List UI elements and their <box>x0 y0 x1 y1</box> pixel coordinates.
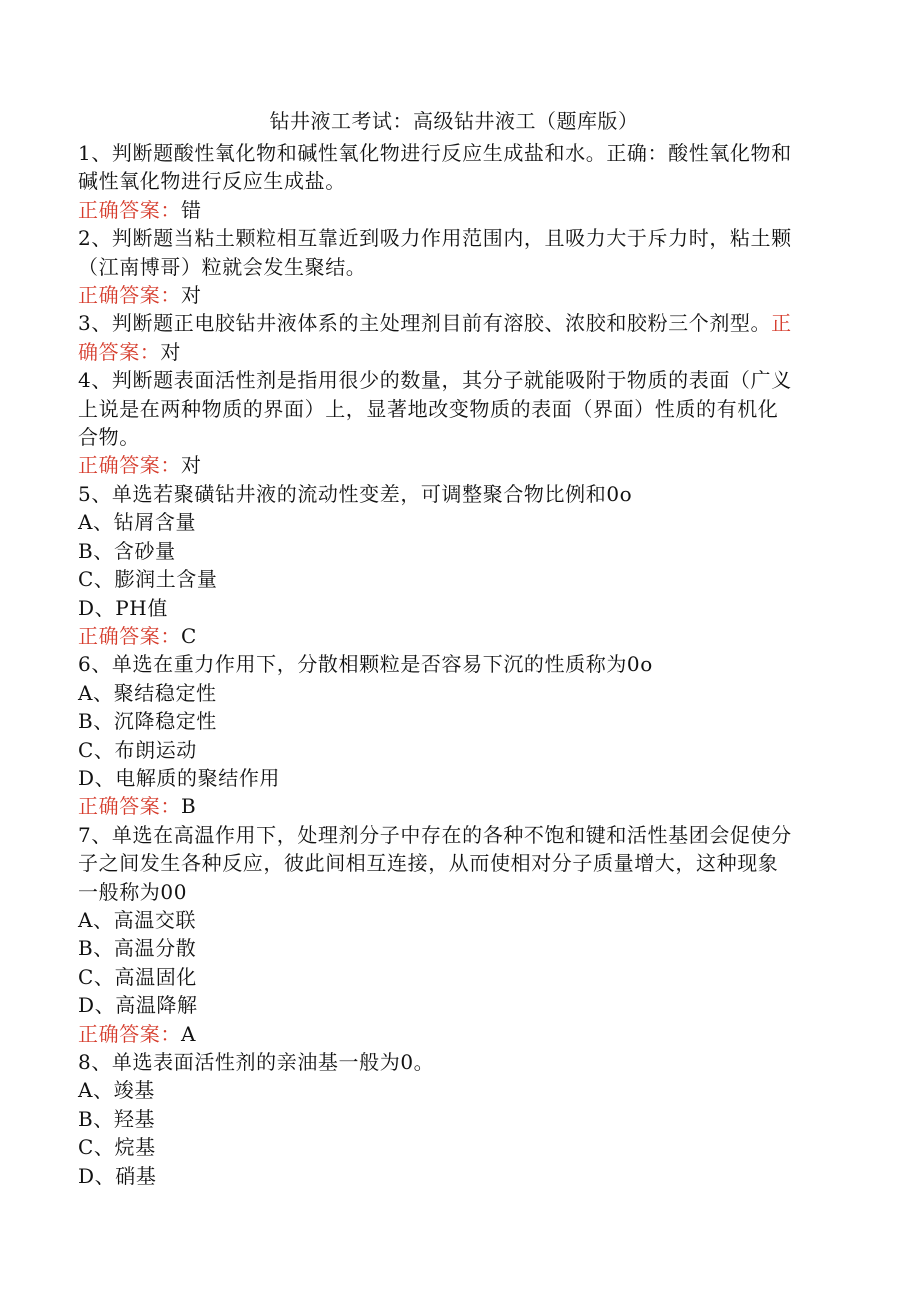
question-1 <box>78 139 830 224</box>
question-text: 8、单选表面活性剂的亲油基一般为0。 <box>78 1050 435 1074</box>
answer-line <box>78 196 830 224</box>
option-a: A、钻屑含量 <box>78 510 197 535</box>
answer-value: 错 <box>181 197 202 222</box>
option-c: C、烷基 <box>78 1135 156 1160</box>
answer-line <box>78 792 830 820</box>
answer-value: A <box>181 1021 197 1046</box>
answer-label-part: 确答案： <box>78 339 161 364</box>
answer-value: C <box>181 623 197 648</box>
option-b: B、羟基 <box>78 1106 156 1131</box>
answer-label: 正确答案： <box>78 1021 181 1046</box>
option-c: C、布朗运动 <box>78 737 197 762</box>
question-text <box>78 309 830 337</box>
option-b: B、含砂量 <box>78 538 176 563</box>
answer-value: B <box>181 794 197 819</box>
answer-label: 正确答案： <box>78 794 181 819</box>
question-text: 一般称为00 <box>78 879 188 904</box>
answer-label: 正确答案： <box>78 623 181 648</box>
question-text: 7、单选在高温作用下，处理剂分子中存在的各种不饱和键和活性基团会促使分 <box>78 822 792 847</box>
question-text: 合物。 <box>78 425 140 450</box>
question-text: 碱性氧化物进行反应生成盐。 <box>78 169 346 194</box>
answer-line <box>78 338 830 366</box>
question-text: 5、单选若聚磺钻井液的流动性变差，可调整聚合物比例和0o <box>78 481 633 506</box>
document-page <box>78 103 830 1190</box>
answer-label: 正确答案： <box>78 283 181 308</box>
answer-label: 正确答案： <box>78 197 181 222</box>
question-8 <box>78 1048 830 1190</box>
document-title: 钻井液工考试：高级钻井液工（题库版） <box>269 109 639 133</box>
option-c: C、膨润土含量 <box>78 567 218 592</box>
option-a: A、聚结稳定性 <box>78 680 217 705</box>
answer-value: 对 <box>181 283 202 308</box>
question-text: 6、单选在重力作用下，分散相颗粒是否容易下沉的性质称为0o <box>78 652 653 677</box>
option-b: B、沉降稳定性 <box>78 709 217 734</box>
answer-value: 对 <box>160 339 182 364</box>
question-text: 4、判断题表面活性剂是指用很少的数量，其分子就能吸附于物质的表面（广义 <box>78 368 792 393</box>
option-c: C、高温固化 <box>78 964 197 989</box>
question-text: 1、判断题酸性氧化物和碱性氧化物进行反应生成盐和水。正确：酸性氧化物和 <box>78 141 792 165</box>
option-a: A、竣基 <box>78 1078 155 1103</box>
question-7 <box>78 821 830 1048</box>
answer-line <box>78 451 830 479</box>
question-text: 子之间发生各种反应，彼此间相互连接，从而使相对分子质量增大，这种现象 <box>78 851 779 876</box>
option-b: B、高温分散 <box>78 936 197 961</box>
answer-label-part: 正 <box>771 311 792 336</box>
option-d: D、硝基 <box>78 1163 157 1188</box>
question-2 <box>78 224 830 309</box>
question-text: 上说是在两种物质的界面）上，显著地改变物质的表面（界面）性质的有机化 <box>78 396 779 421</box>
question-5 <box>78 480 830 650</box>
question-4 <box>78 366 830 480</box>
question-text: 2、判断题当粘土颗粒相互靠近到吸力作用范围内，且吸力大于斥力时，粘土颗 <box>78 226 792 251</box>
question-text-main: 3、判断题正电胶钻井液体系的主处理剂目前有溶胶、浓胶和胶粉三个剂型。 <box>78 311 772 336</box>
option-d: D、PH值 <box>78 595 168 620</box>
option-d: D、电解质的聚结作用 <box>78 765 281 790</box>
answer-label: 正确答案： <box>78 453 181 478</box>
question-6 <box>78 650 830 820</box>
question-text: （江南博哥）粒就会发生聚结。 <box>78 254 367 279</box>
question-3 <box>78 309 830 366</box>
option-d: D、高温降解 <box>78 993 198 1018</box>
option-a: A、高温交联 <box>78 907 197 932</box>
answer-line <box>78 622 830 650</box>
answer-value: 对 <box>181 453 202 478</box>
answer-line <box>78 1020 830 1048</box>
answer-line <box>78 281 830 309</box>
